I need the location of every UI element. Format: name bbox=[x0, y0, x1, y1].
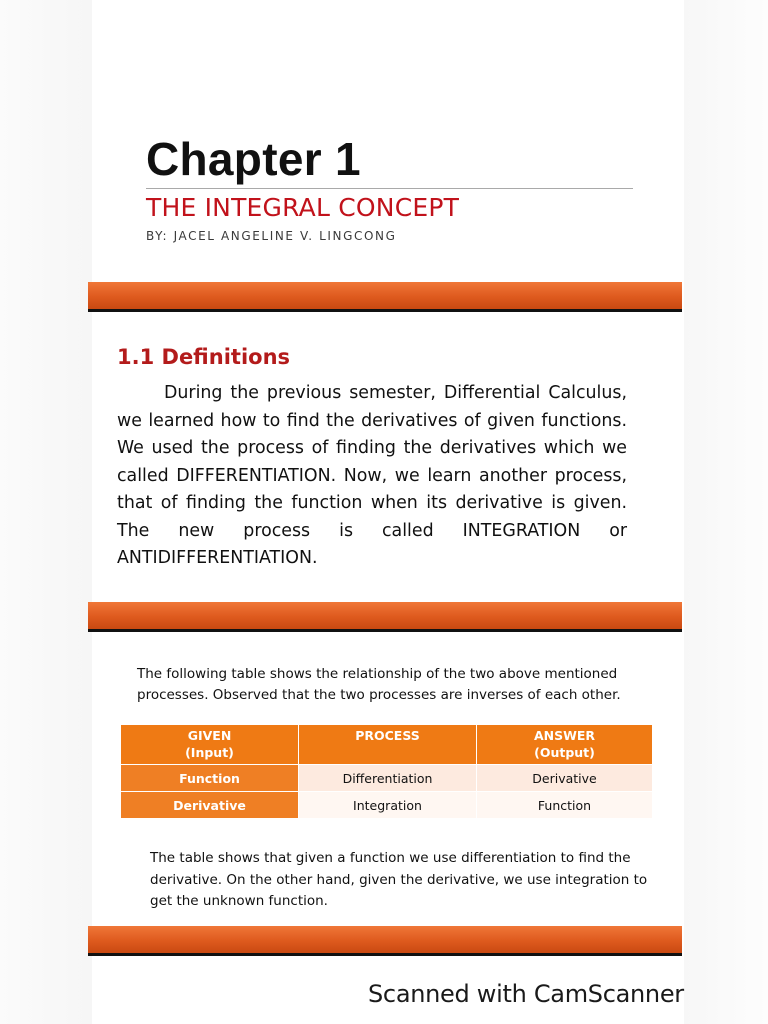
scanner-watermark: Scanned with CamScanner bbox=[368, 980, 684, 1008]
header-given-label: GIVEN bbox=[187, 728, 232, 743]
cell-process: Differentiation bbox=[299, 765, 477, 792]
definitions-paragraph: During the previous semester, Differential Calculus, we learned how to find the derivatives of given functions. We used the process of finding the derivatives which we called DIFFERENTIATION. Now, we learn another process, that of finding the function when its derivative is given. The new process is called INTEGRATION or ANTIDIFFERENTIATION. bbox=[117, 383, 627, 568]
cell-given: Derivative bbox=[121, 792, 299, 819]
header-answer-sub: (Output) bbox=[534, 745, 595, 760]
orange-divider-band bbox=[88, 926, 682, 956]
chapter-subtitle: THE INTEGRAL CONCEPT bbox=[146, 193, 460, 222]
header-process-label: PROCESS bbox=[355, 728, 420, 743]
cell-answer: Derivative bbox=[477, 765, 653, 792]
header-answer bbox=[477, 725, 653, 765]
header-given-sub: (Input) bbox=[185, 745, 234, 760]
conclusion-text: The table shows that given a function we use differentiation to find the derivative. On the other hand, given the derivative, we use integration to get the unknown function. bbox=[150, 850, 648, 909]
table-row bbox=[121, 792, 653, 819]
cell-answer: Function bbox=[477, 792, 653, 819]
orange-divider-band bbox=[88, 602, 682, 632]
author-line: BY: JACEL ANGELINE V. LINGCONG bbox=[146, 229, 397, 243]
scan-margin-right bbox=[684, 0, 768, 1024]
title-divider bbox=[146, 188, 633, 189]
orange-divider-band bbox=[88, 282, 682, 312]
chapter-title: Chapter 1 bbox=[146, 133, 361, 185]
header-given bbox=[121, 725, 299, 765]
scan-margin-left bbox=[0, 0, 92, 1024]
header-answer-label: ANSWER bbox=[533, 728, 596, 743]
relationship-table bbox=[120, 724, 653, 819]
header-process bbox=[299, 725, 477, 765]
table-header-row bbox=[121, 725, 653, 765]
table-row bbox=[121, 765, 653, 792]
table-intro-text: The following table shows the relationship of the two above mentioned processes. Observed that the two processes are inverses of each other. bbox=[137, 666, 621, 703]
cell-given: Function bbox=[121, 765, 299, 792]
section-heading: 1.1 Definitions bbox=[117, 345, 291, 369]
cell-process: Integration bbox=[299, 792, 477, 819]
